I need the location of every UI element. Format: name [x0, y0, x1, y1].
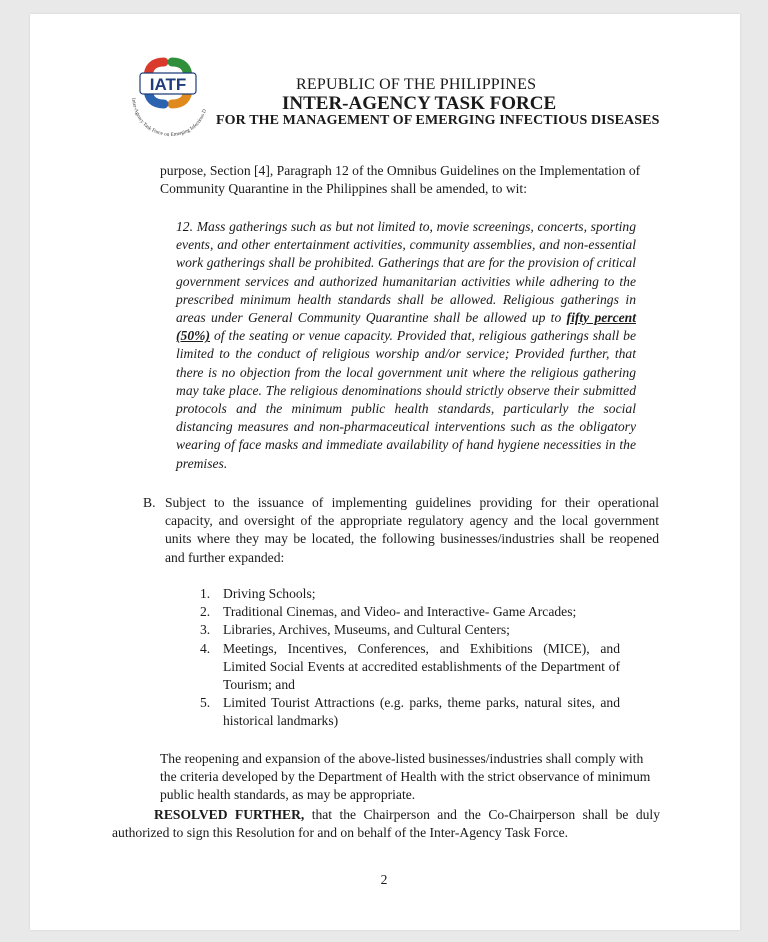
resolved-line1: that the Chairperson and the Co-Chairperson shall be duly — [304, 807, 660, 822]
business-list — [200, 585, 620, 731]
header-subtitle: FOR THE MANAGEMENT OF EMERGING INFECTIOUS DISEASES — [216, 113, 660, 128]
section-b-label: B. — [143, 495, 156, 510]
resolved-further-paragraph — [112, 806, 660, 842]
iatf-logo — [88, 40, 238, 160]
quote-text-before: 12. Mass gatherings such as but not limited to, movie screenings, concerts, sporting events, and other entertainment activities, community assemblies, and non-essential work gatherings shall be prohibited. Gatherings that are for the provision of critical government services and authorized humanitarian activities while adhering to the prescribed minimum health standards shall be allowed. Religious gatherings in areas under General Community Quarantine shall be allowed up to — [176, 219, 636, 326]
logo-ring-text: Inter-Agency Task Force on Emerging Infectious D — [130, 97, 208, 139]
header-task-force: INTER-AGENCY TASK FORCE — [282, 93, 557, 114]
header-republic: REPUBLIC OF THE PHILIPPINES — [296, 76, 537, 93]
list-item: 3. Libraries, Archives, Museums, and Cultural Centers; — [200, 622, 510, 638]
list-item: 4. Meetings, Incentives, Conferences, and Exhibitions (MICE), and Limited Social Events at accredited establishments of the Department of Tourism; and — [200, 640, 620, 693]
list-item: 5. Limited Tourist Attractions (e.g. parks, theme parks, natural sites, and historical landmarks) — [200, 695, 620, 729]
section-b-text: Subject to the issuance of implementing guidelines providing for their operational capacity, and oversight of the appropriate regulatory agency and the local government units where they may be located, the following businesses/industries shall be reopened and further expanded: — [165, 495, 659, 565]
list-item: 2. Traditional Cinemas, and Video- and Interactive- Game Arcades; — [200, 604, 577, 620]
intro-paragraph: purpose, Section [4], Paragraph 12 of the Omnibus Guidelines on the Implementation of Community Quarantine in the Philippines shall be amended, to wit: — [160, 163, 641, 197]
section-b — [143, 494, 659, 567]
quote-text-after: of the seating or venue capacity. Provided that, religious gatherings shall be limited to the conduct of religious worship and/or service; Provided further, that there is no objection from the local government unit where the religious gathering may take place. The religious denominations should strictly observe their submitted protocols and the minimum public health standards, particularly the social distancing measures and non-pharmaceutical interventions such as the obligatory wearing of face masks and immediate availability of hand hygiene necessities in the premises. — [176, 328, 636, 471]
resolved-line2: authorized to sign this Resolution for and on behalf of the Inter-Agency Task Force. — [112, 825, 569, 841]
compliance-paragraph: The reopening and expansion of the above-listed businesses/industries shall comply with the criteria developed by the Department of Health with the strict observance of minimum public health standards, as may be appropriate. — [160, 751, 651, 803]
list-item: 1. Driving Schools; — [200, 586, 316, 601]
quote-emphasis: fifty percent (50%) — [176, 310, 636, 344]
resolved-label: RESOLVED FURTHER, — [154, 807, 305, 822]
quoted-guideline — [176, 218, 636, 473]
page-number: 2 — [380, 872, 388, 887]
logo-text: IATF — [149, 75, 187, 94]
